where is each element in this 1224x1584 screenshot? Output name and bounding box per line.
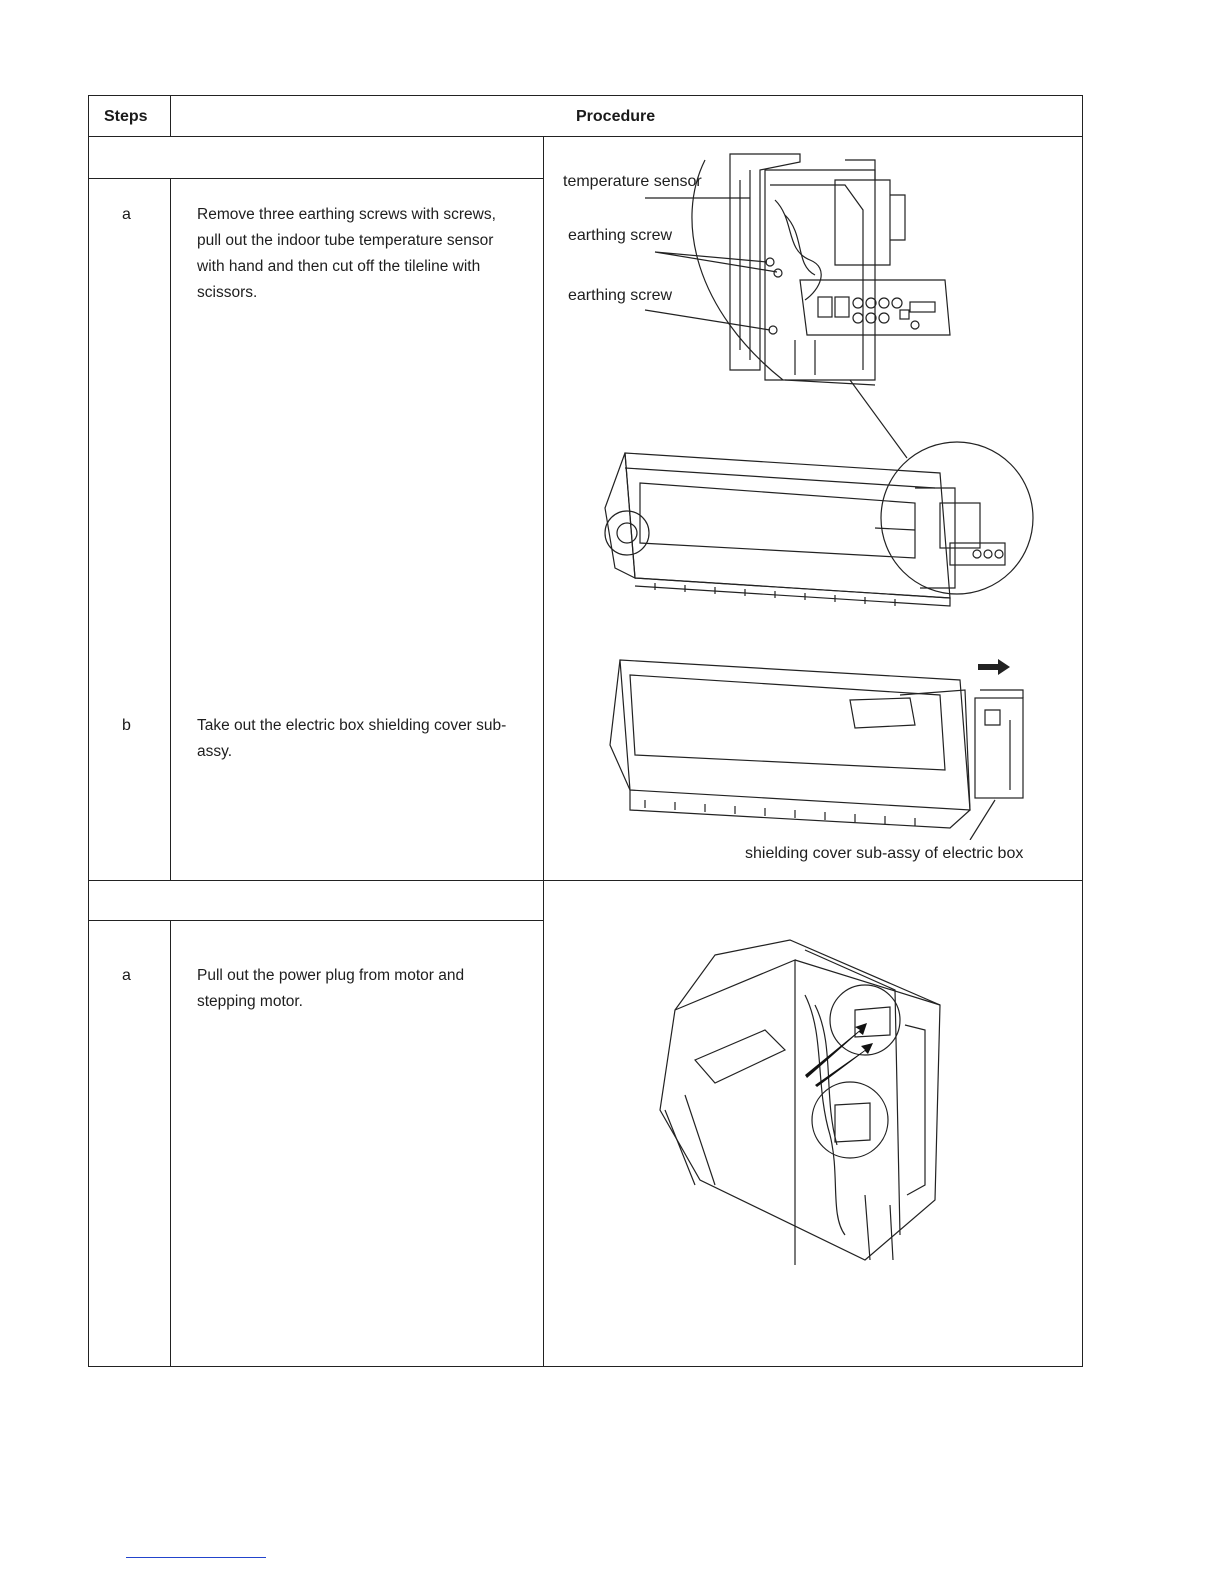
procedure-column-header: Procedure bbox=[576, 108, 656, 125]
table-right-border bbox=[1082, 95, 1083, 1367]
section2-title-rule bbox=[88, 920, 544, 921]
step-a-line-2: pull out the indoor tube temperature sensor bbox=[197, 232, 494, 249]
footer-link-underline bbox=[126, 1557, 266, 1558]
motor-plug-illustration bbox=[655, 935, 955, 1280]
section2-step-a-line-2: stepping motor. bbox=[197, 993, 303, 1010]
steps-column-rule-header bbox=[170, 95, 171, 136]
steps-column-rule-s1 bbox=[170, 178, 171, 880]
plug-pointer-arrow-1-icon bbox=[805, 1023, 867, 1078]
earthing-screw-label-1: earthing screw bbox=[568, 227, 673, 244]
step-a-line-3: with hand and then cut off the tileline with bbox=[197, 258, 481, 275]
step-b-line-1: Take out the electric box shielding cover sub- bbox=[197, 717, 507, 734]
figure-column-rule bbox=[543, 136, 544, 1367]
table-left-border bbox=[88, 95, 89, 1367]
step-a-line-1: Remove three earthing screws with screws, bbox=[197, 206, 496, 223]
table-top-border bbox=[88, 95, 1083, 96]
shielding-cover-label: shielding cover sub-assy of electric box bbox=[745, 845, 1024, 862]
section2-step-a-line-1: Pull out the power plug from motor and bbox=[197, 967, 465, 984]
section2-step-a-label: a bbox=[122, 967, 131, 984]
step-a-label: a bbox=[122, 206, 131, 223]
electric-box-detail-illustration bbox=[545, 140, 1075, 470]
temperature-sensor-label: temperature sensor bbox=[563, 173, 702, 190]
earthing-screw-label-2: earthing screw bbox=[568, 287, 673, 304]
step-a-line-4: scissors. bbox=[197, 284, 258, 301]
section2-step-a-instructions bbox=[197, 963, 527, 1015]
shielding-cover-removal-illustration bbox=[600, 650, 1045, 840]
steps-column-header: Steps bbox=[104, 108, 148, 125]
removal-direction-arrow-icon bbox=[978, 659, 1010, 675]
step-b-line-2: assy. bbox=[197, 743, 233, 760]
header-bottom-rule bbox=[88, 136, 1083, 137]
steps-column-rule-s2 bbox=[170, 920, 171, 1367]
indoor-unit-illustration bbox=[595, 438, 1045, 613]
step-b-instructions bbox=[197, 713, 532, 765]
section-divider bbox=[88, 880, 1083, 881]
step-b-label: b bbox=[122, 717, 131, 734]
section1-title-rule bbox=[88, 178, 544, 179]
step-a-instructions bbox=[197, 202, 527, 306]
plug-pointer-arrow-2-icon bbox=[815, 1043, 873, 1087]
table-bottom-border bbox=[88, 1366, 1083, 1367]
